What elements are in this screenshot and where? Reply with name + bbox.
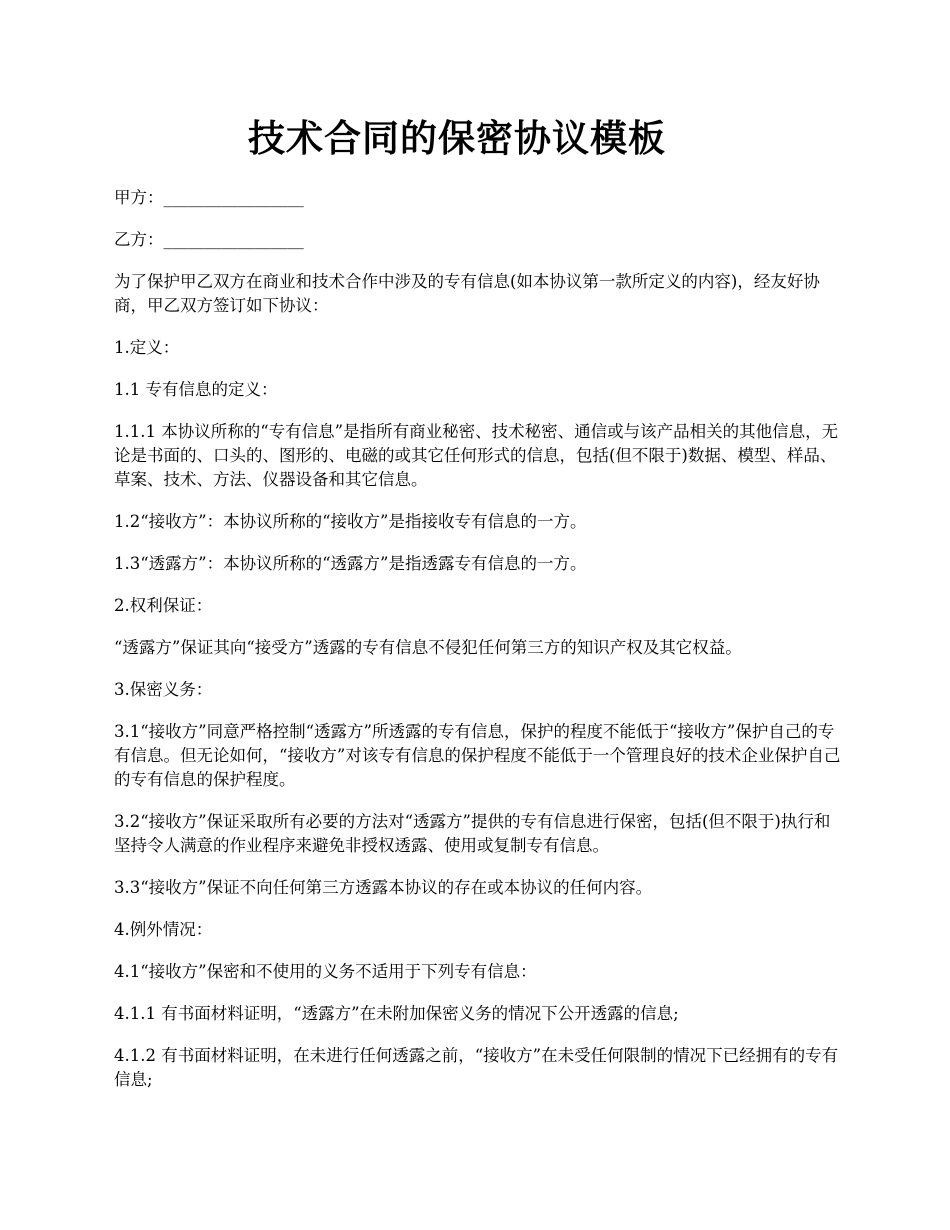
warranty-paragraph: “透露方”保证其向“接受方”透露的专有信息不侵犯任何第三方的知识产权及其它权益。 (114, 638, 742, 657)
clause-1-1-1: 1.1.1 本协议所称的“专有信息”是指所有商业秘密、技术秘密、通信或与该产品相关的其他信息，无论是书面的、口头的、图形的、电磁的或其它任何形式的信息，包括(但不限于)数据、模型、样品、草案、技术、方法、仪器设备和其它信息。 (114, 422, 839, 489)
clause-4-1-1: 4.1.1 有书面材料证明，“透露方”在未附加保密义务的情况下公开透露的信息; (114, 1004, 679, 1023)
clause-1-2: 1.2“接收方”：本协议所称的“接收方”是指接收专有信息的一方。 (114, 512, 587, 531)
document-page (114, 112, 844, 1110)
clause-3-2: 3.2“接收方”保证采取所有必要的方法对“透露方”提供的专有信息进行保密，包括(但不限于)执行和坚持令人满意的作业程序来避免非授权透露、使用或复制专有信息。 (114, 812, 831, 855)
party-b-line: 乙方：_________________ (114, 230, 304, 249)
clause-4-1: 4.1“接收方”保密和不使用的义务不适用于下列专有信息： (114, 962, 537, 981)
section-heading-definitions: 1.定义： (114, 338, 180, 357)
party-a-line: 甲方：_________________ (114, 188, 304, 207)
clause-1-3: 1.3“透露方”：本协议所称的“透露方”是指透露专有信息的一方。 (114, 554, 587, 573)
clause-4-1-2: 4.1.2 有书面材料证明，在未进行任何透露之前，“接收方”在未受任何限制的情况下已经拥有的专有信息; (114, 1046, 839, 1089)
clause-3-1: 3.1“接收方”同意严格控制“透露方”所透露的专有信息，保护的程度不能低于“接收方”保护自己的专有信息。但无论如何，“接收方”对该专有信息的保护程度不能低于一个管理良好的技术企业保护自己的专有信息的保护程度。 (114, 722, 841, 789)
preamble-paragraph: 为了保护甲乙双方在商业和技术合作中涉及的专有信息(如本协议第一款所定义的内容)，经友好协商，甲乙双方签订如下协议： (114, 272, 820, 315)
clause-3-3: 3.3“接收方”保证不向任何第三方透露本协议的存在或本协议的任何内容。 (114, 878, 653, 897)
document-title: 技术合同的保密协议模板 (248, 116, 666, 160)
section-heading-warranty: 2.权利保证： (114, 596, 213, 615)
section-heading-exceptions: 4.例外情况： (114, 920, 213, 939)
section-heading-confidentiality: 3.保密义务： (114, 680, 213, 699)
clause-1-1-heading: 1.1 专有信息的定义： (114, 380, 278, 399)
